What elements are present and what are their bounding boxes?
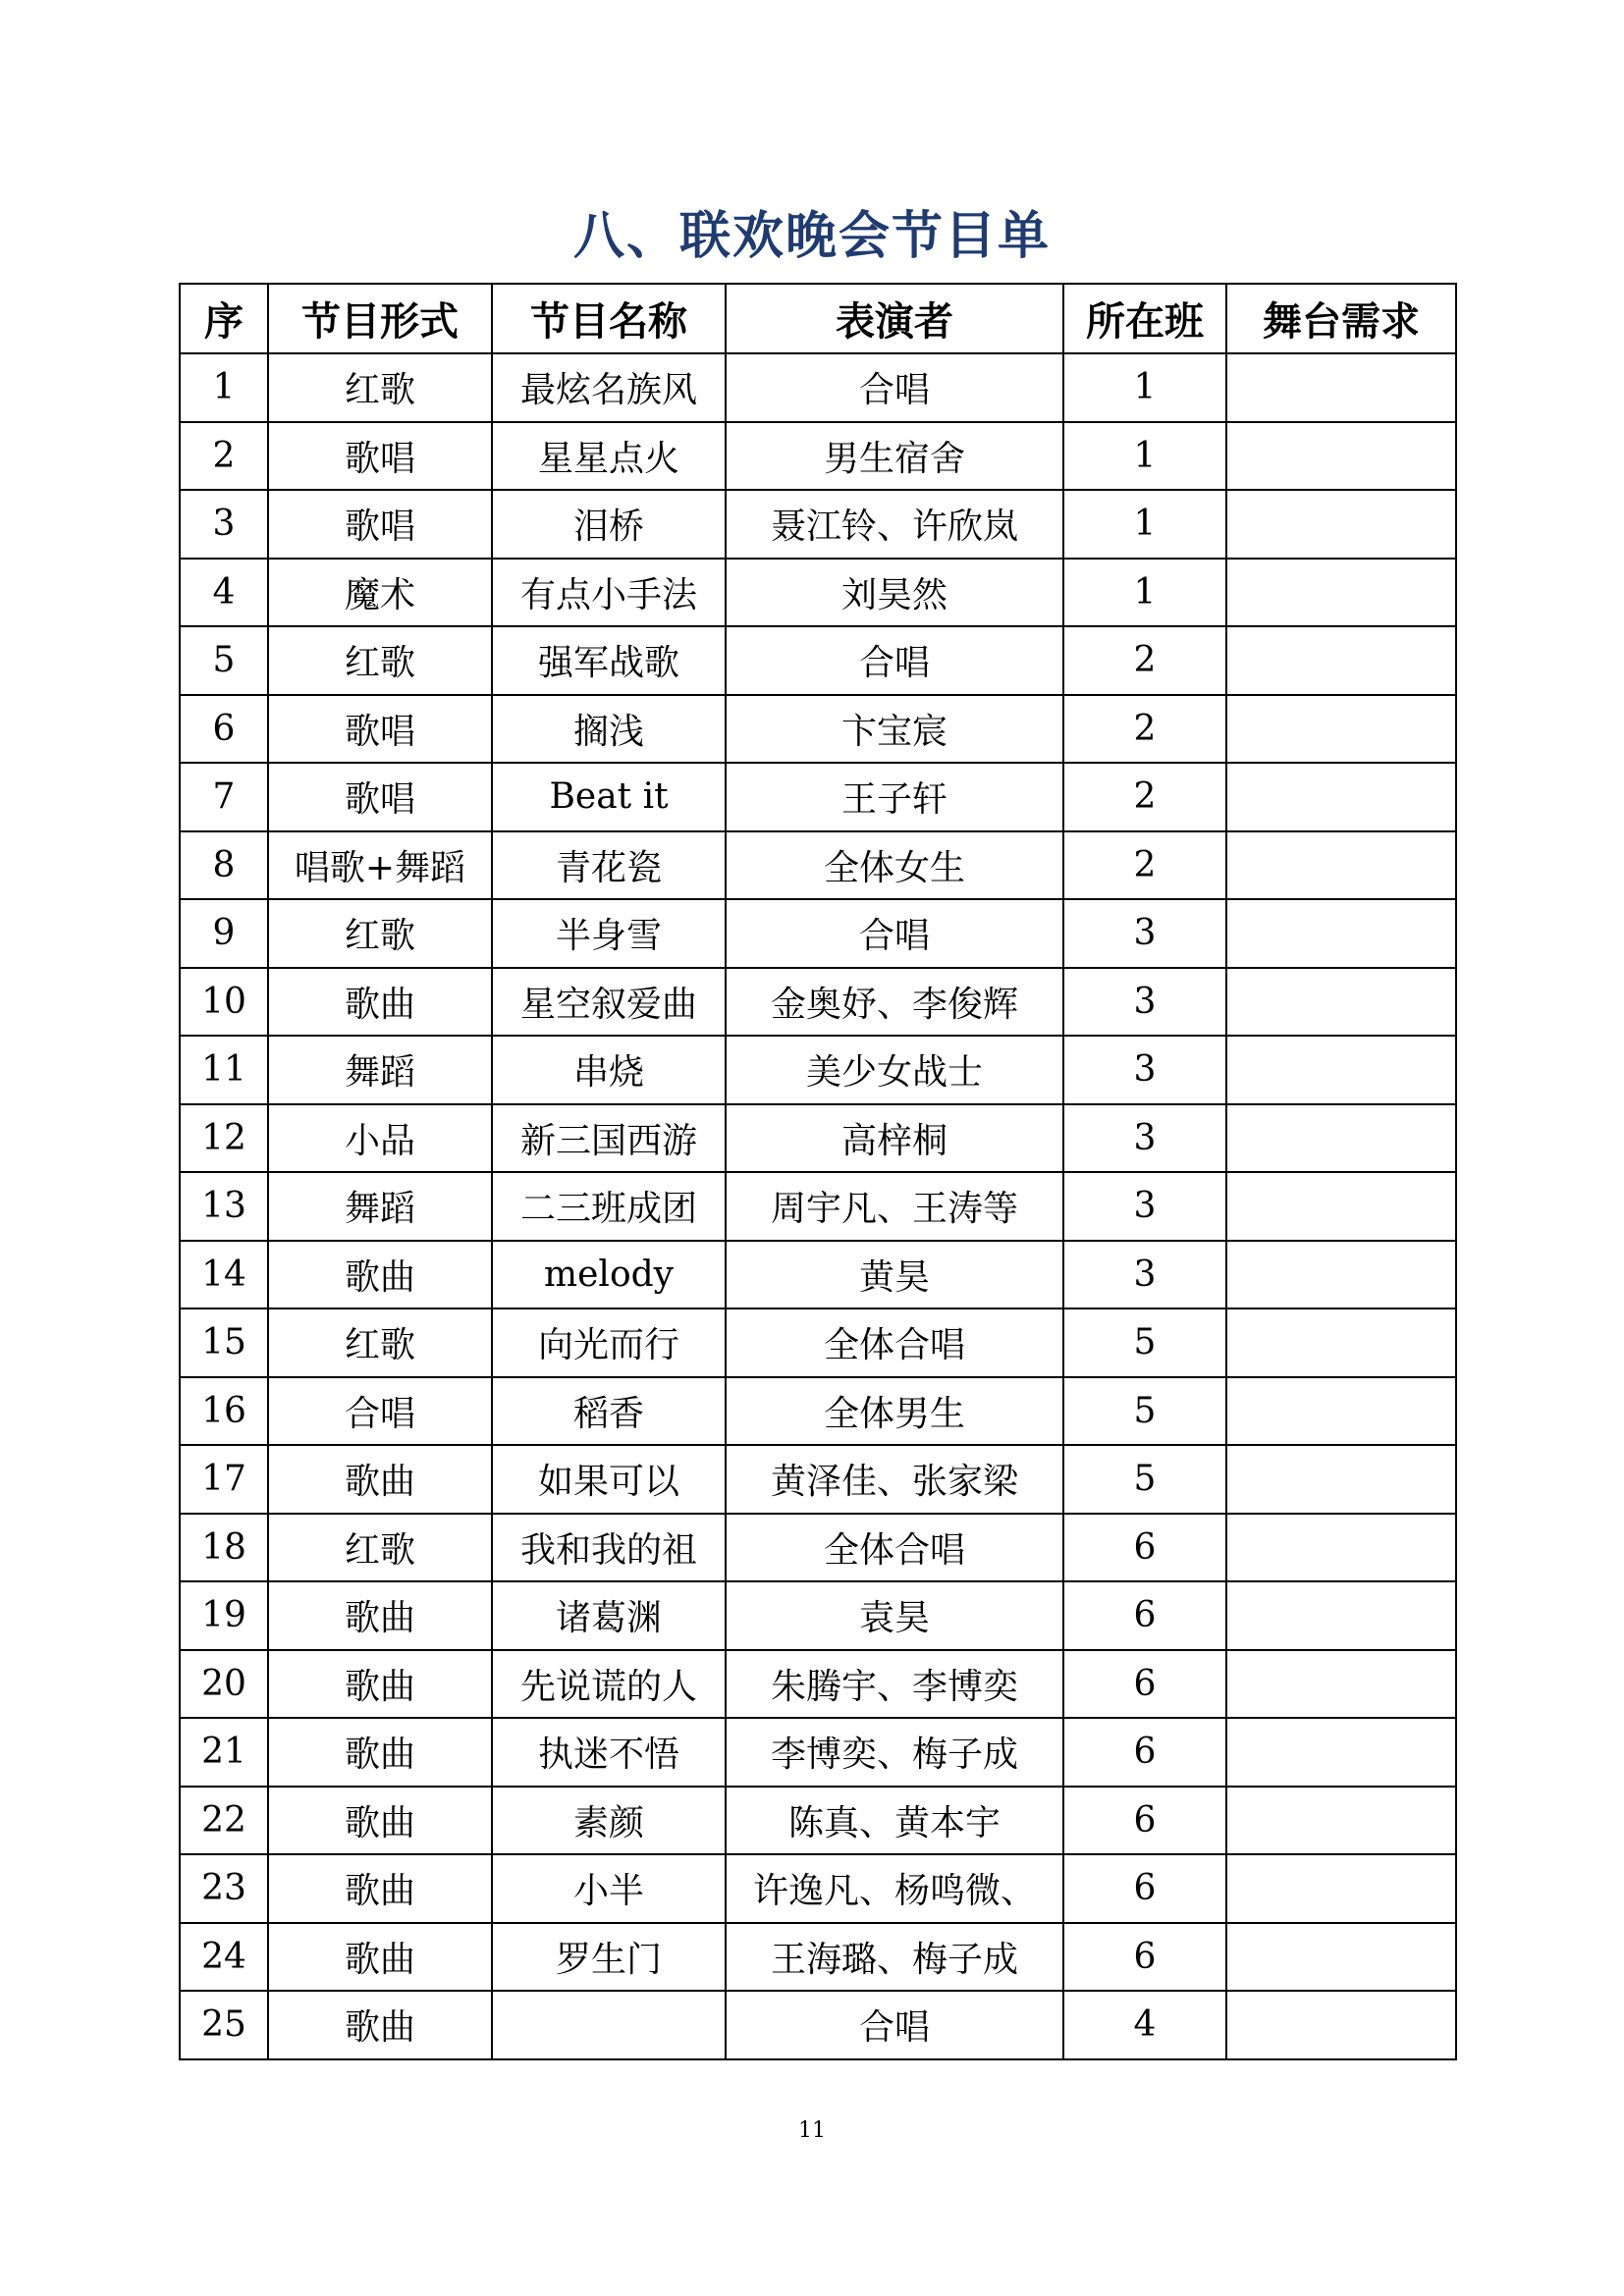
cell-stage-needs: [1226, 899, 1456, 968]
cell-program-name: 星星点火: [492, 422, 726, 491]
cell-stage-needs: [1226, 1445, 1456, 1514]
cell-performer: 袁昊: [726, 1581, 1063, 1650]
cell-stage-needs: [1226, 1514, 1456, 1582]
cell-form: 歌唱: [268, 763, 492, 831]
page-number: 11: [798, 2118, 826, 2143]
cell-form: 红歌: [268, 1514, 492, 1582]
cell-program-name: 先说谎的人: [492, 1650, 726, 1719]
cell-class: 5: [1063, 1308, 1226, 1377]
cell-class: 2: [1063, 695, 1226, 764]
cell-index: 21: [180, 1718, 268, 1787]
cell-stage-needs: [1226, 1241, 1456, 1309]
cell-index: 1: [180, 353, 268, 422]
cell-program-name: 最炫名族风: [492, 353, 726, 422]
cell-stage-needs: [1226, 1377, 1456, 1446]
cell-program-name: 小半: [492, 1854, 726, 1923]
cell-stage-needs: [1226, 763, 1456, 831]
cell-performer: 李博奕、梅子成: [726, 1718, 1063, 1787]
cell-class: 1: [1063, 490, 1226, 559]
cell-class: 1: [1063, 353, 1226, 422]
cell-index: 2: [180, 422, 268, 491]
cell-performer: 黄泽佳、张家梁: [726, 1445, 1063, 1514]
cell-stage-needs: [1226, 1036, 1456, 1104]
table-row: [180, 899, 1456, 968]
cell-program-name: Beat it: [492, 763, 726, 831]
cell-class: 2: [1063, 831, 1226, 900]
cell-form: 歌唱: [268, 695, 492, 764]
header-row: [180, 284, 1456, 353]
cell-program-name: 半身雪: [492, 899, 726, 968]
table-row: [180, 968, 1456, 1037]
cell-program-name: 执迷不悟: [492, 1718, 726, 1787]
cell-performer: 刘昊然: [726, 559, 1063, 627]
cell-form: 歌曲: [268, 1718, 492, 1787]
table-row: [180, 1650, 1456, 1719]
column-header-program-name: 节目名称: [492, 284, 726, 353]
cell-form: 歌曲: [268, 1854, 492, 1923]
column-header-index: 序: [180, 284, 268, 353]
cell-program-name: melody: [492, 1241, 726, 1309]
cell-index: 13: [180, 1172, 268, 1241]
cell-form: 魔术: [268, 559, 492, 627]
cell-class: 3: [1063, 899, 1226, 968]
cell-form: 歌曲: [268, 1787, 492, 1855]
cell-class: 6: [1063, 1854, 1226, 1923]
cell-class: 6: [1063, 1923, 1226, 1992]
cell-class: 4: [1063, 1991, 1226, 2059]
cell-stage-needs: [1226, 968, 1456, 1037]
cell-stage-needs: [1226, 1787, 1456, 1855]
cell-index: 8: [180, 831, 268, 900]
table-row: [180, 831, 1456, 900]
cell-performer: 全体女生: [726, 831, 1063, 900]
cell-form: 舞蹈: [268, 1172, 492, 1241]
cell-stage-needs: [1226, 695, 1456, 764]
cell-performer: 王子轩: [726, 763, 1063, 831]
cell-stage-needs: [1226, 1718, 1456, 1787]
cell-stage-needs: [1226, 353, 1456, 422]
table-row: [180, 490, 1456, 559]
cell-index: 15: [180, 1308, 268, 1377]
page-title: 八、联欢晚会节目单: [572, 207, 1051, 266]
table-row: [180, 1445, 1456, 1514]
table-row: [180, 1854, 1456, 1923]
table-row: [180, 1241, 1456, 1309]
cell-form: 舞蹈: [268, 1036, 492, 1104]
cell-stage-needs: [1226, 1581, 1456, 1650]
cell-performer: 合唱: [726, 626, 1063, 695]
cell-performer: 许逸凡、杨鸣微、: [726, 1854, 1063, 1923]
cell-form: 歌曲: [268, 1241, 492, 1309]
cell-program-name: 向光而行: [492, 1308, 726, 1377]
cell-program-name: 星空叙爱曲: [492, 968, 726, 1037]
table-row: [180, 1514, 1456, 1582]
cell-index: 16: [180, 1377, 268, 1446]
cell-stage-needs: [1226, 1308, 1456, 1377]
cell-class: 2: [1063, 763, 1226, 831]
cell-program-name: 素颜: [492, 1787, 726, 1855]
cell-program-name: 强军战歌: [492, 626, 726, 695]
cell-form: 合唱: [268, 1377, 492, 1446]
column-header-form: 节目形式: [268, 284, 492, 353]
table-row: [180, 1787, 1456, 1855]
table-body: [180, 353, 1456, 2059]
cell-stage-needs: [1226, 1923, 1456, 1992]
table-row: [180, 1581, 1456, 1650]
table-row: [180, 422, 1456, 491]
table-row: [180, 1036, 1456, 1104]
column-header-class: 所在班: [1063, 284, 1226, 353]
cell-performer: 男生宿舍: [726, 422, 1063, 491]
cell-performer: 全体合唱: [726, 1308, 1063, 1377]
cell-performer: 合唱: [726, 353, 1063, 422]
cell-index: 7: [180, 763, 268, 831]
cell-class: 2: [1063, 626, 1226, 695]
cell-performer: 合唱: [726, 899, 1063, 968]
cell-index: 18: [180, 1514, 268, 1582]
cell-stage-needs: [1226, 626, 1456, 695]
cell-index: 6: [180, 695, 268, 764]
cell-program-name: [492, 1991, 726, 2059]
cell-class: 1: [1063, 422, 1226, 491]
cell-class: 6: [1063, 1787, 1226, 1855]
cell-class: 3: [1063, 1036, 1226, 1104]
cell-stage-needs: [1226, 1854, 1456, 1923]
cell-index: 23: [180, 1854, 268, 1923]
cell-performer: 金奥妤、李俊辉: [726, 968, 1063, 1037]
table-row: [180, 353, 1456, 422]
cell-stage-needs: [1226, 831, 1456, 900]
cell-class: 3: [1063, 1241, 1226, 1309]
cell-form: 红歌: [268, 626, 492, 695]
cell-stage-needs: [1226, 559, 1456, 627]
cell-class: 3: [1063, 1172, 1226, 1241]
table-row: [180, 695, 1456, 764]
cell-form: 歌曲: [268, 1581, 492, 1650]
table-row: [180, 1991, 1456, 2059]
cell-index: 12: [180, 1104, 268, 1173]
cell-stage-needs: [1226, 1650, 1456, 1719]
cell-index: 3: [180, 490, 268, 559]
table-row: [180, 1718, 1456, 1787]
table-row: [180, 626, 1456, 695]
table-row: [180, 763, 1456, 831]
table-row: [180, 1308, 1456, 1377]
table-row: [180, 1172, 1456, 1241]
cell-index: 22: [180, 1787, 268, 1855]
cell-program-name: 新三国西游: [492, 1104, 726, 1173]
cell-stage-needs: [1226, 490, 1456, 559]
cell-program-name: 青花瓷: [492, 831, 726, 900]
cell-stage-needs: [1226, 422, 1456, 491]
cell-index: 14: [180, 1241, 268, 1309]
cell-index: 9: [180, 899, 268, 968]
cell-program-name: 二三班成团: [492, 1172, 726, 1241]
table-row: [180, 1104, 1456, 1173]
table-row: [180, 1377, 1456, 1446]
table-header: [180, 284, 1456, 353]
cell-performer: 王海璐、梅子成: [726, 1923, 1063, 1992]
cell-index: 19: [180, 1581, 268, 1650]
cell-program-name: 诸葛渊: [492, 1581, 726, 1650]
cell-index: 25: [180, 1991, 268, 2059]
cell-performer: 陈真、黄本宇: [726, 1787, 1063, 1855]
cell-performer: 卞宝宸: [726, 695, 1063, 764]
cell-class: 3: [1063, 968, 1226, 1037]
table-row: [180, 559, 1456, 627]
cell-program-name: 串烧: [492, 1036, 726, 1104]
cell-index: 5: [180, 626, 268, 695]
cell-class: 6: [1063, 1514, 1226, 1582]
table-row: [180, 1923, 1456, 1992]
cell-program-name: 有点小手法: [492, 559, 726, 627]
cell-stage-needs: [1226, 1172, 1456, 1241]
cell-class: 1: [1063, 559, 1226, 627]
cell-index: 20: [180, 1650, 268, 1719]
cell-index: 24: [180, 1923, 268, 1992]
cell-program-name: 罗生门: [492, 1923, 726, 1992]
cell-form: 歌曲: [268, 1650, 492, 1719]
cell-index: 4: [180, 559, 268, 627]
cell-performer: 聂江铃、许欣岚: [726, 490, 1063, 559]
cell-performer: 朱腾宇、李博奕: [726, 1650, 1063, 1719]
cell-index: 11: [180, 1036, 268, 1104]
cell-form: 红歌: [268, 353, 492, 422]
cell-class: 6: [1063, 1581, 1226, 1650]
cell-class: 5: [1063, 1377, 1226, 1446]
cell-performer: 全体男生: [726, 1377, 1063, 1446]
cell-form: 唱歌+舞蹈: [268, 831, 492, 900]
cell-performer: 高梓桐: [726, 1104, 1063, 1173]
cell-form: 歌曲: [268, 1923, 492, 1992]
cell-form: 红歌: [268, 1308, 492, 1377]
cell-performer: 美少女战士: [726, 1036, 1063, 1104]
cell-performer: 全体合唱: [726, 1514, 1063, 1582]
cell-program-name: 泪桥: [492, 490, 726, 559]
cell-program-name: 稻香: [492, 1377, 726, 1446]
cell-class: 3: [1063, 1104, 1226, 1173]
cell-class: 5: [1063, 1445, 1226, 1514]
cell-form: 歌曲: [268, 1991, 492, 2059]
cell-form: 歌唱: [268, 490, 492, 559]
cell-class: 6: [1063, 1718, 1226, 1787]
cell-performer: 周宇凡、王涛等: [726, 1172, 1063, 1241]
cell-form: 歌曲: [268, 968, 492, 1037]
cell-stage-needs: [1226, 1104, 1456, 1173]
cell-form: 红歌: [268, 899, 492, 968]
cell-index: 10: [180, 968, 268, 1037]
program-table: [179, 283, 1457, 2060]
column-header-stage-needs: 舞台需求: [1226, 284, 1456, 353]
cell-performer: 合唱: [726, 1991, 1063, 2059]
cell-index: 17: [180, 1445, 268, 1514]
cell-performer: 黄昊: [726, 1241, 1063, 1309]
cell-program-name: 我和我的祖: [492, 1514, 726, 1582]
cell-program-name: 搁浅: [492, 695, 726, 764]
cell-form: 小品: [268, 1104, 492, 1173]
cell-form: 歌唱: [268, 422, 492, 491]
cell-stage-needs: [1226, 1991, 1456, 2059]
column-header-performer: 表演者: [726, 284, 1063, 353]
cell-class: 6: [1063, 1650, 1226, 1719]
cell-program-name: 如果可以: [492, 1445, 726, 1514]
cell-form: 歌曲: [268, 1445, 492, 1514]
